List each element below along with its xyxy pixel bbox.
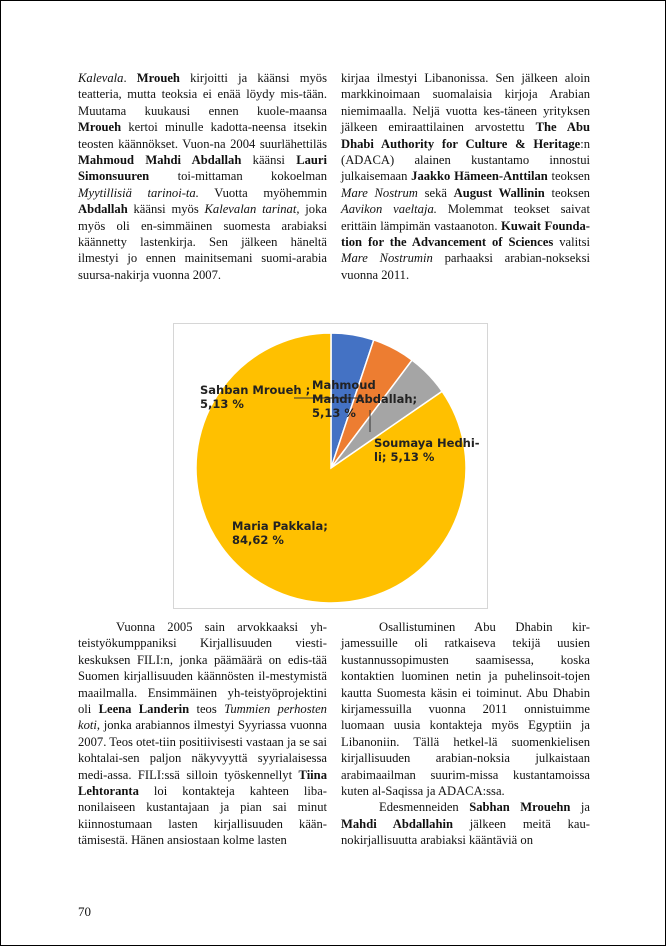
- data-label-0-line-2: 5,13 %: [312, 406, 356, 420]
- text-column-bottom-left: Vuonna 2005 sain arvokkaaksi yh-teistyökumppaniksi Kirjallisuuden viesti-keskuksen FILI:n, jonka päämäärä on edis-tää Suomen kirjallisuuden käännösten il-mestymistä maailmalla. Ensimmäinen yh-teistyöprojektini oli Leena Landerin teos Tummien perhosten koti, jonka arabiannos ilmestyi Syyriassa vuonna 2007. Teos otet-tiin positiivisesti vastaan ja se sai kohtalai-sen paljon näkyvyyttä syyrialaisessa medi-assa. FILI:ssä silloin työskennellyt Tiina Lehtoranta loi kontakteja kahteen liba-nonilaiseen kustantajaan ja pian sai minut kiinnostumaan lasten kirjallisuuden kään-tämisestä. Hänen ansiostaan kolme lasten: [78, 620, 327, 848]
- text-column-top-left: Kalevala. Mroueh kirjoitti ja käänsi myös teatteria, mutta teoksia ei enää löydy mis-tään. Muutama kuukausi ennen kuole-maansa Mroueh kertoi minulle kadotta-neensa itsekin teosten käännökset. Vuon-na 2004 suurlähettiläs Mahmoud Mahdi Abdallah käänsi Lauri Simonsuuren toi-mittaman kokoelman Myytillisiä tarinoi-ta. Vuotta myöhemmin Abdallah käänsi myös Kalevalan tarinat, joka myös oli en-simmäinen suomesta arabiaksi käännetty lastenkirja. Sen jälkeen häneltä ilmestyi jo ennen mainitsemani suomi-arabia suursa-nakirja vuonna 2007.: [78, 71, 327, 282]
- pie-chart-svg: [174, 324, 487, 608]
- data-label-1-line-1: 5,13 %: [200, 397, 244, 411]
- data-label-2-line-1: li; 5,13 %: [374, 450, 435, 464]
- text-column-top-right: kirjaa ilmestyi Libanonissa. Sen jälkeen aloin markkinoimaan suomalaisia kirjoja Arabian niemimaalla. Neljä vuotta kes-täneen yrityksen jälkeen emiraattilainen arvostettu The Abu Dhabi Authority for Culture & Heritage:n (ADACA) alainen kustantamo innostui julkaisemaan Jaakko Hämeen-Anttilan teoksen Mare Nostrum sekä August Wallinin teoksen Aavikon vaeltaja. Molemmat teokset saivat erittäin lämpimän vastaanoton. Kuwait Founda-tion for the Advancement of Sciences valitsi Mare Nostrumin parhaaksi arabian-nokseksi vuonna 2011.: [341, 71, 590, 282]
- data-label-2-line-0: Soumaya Hedhi-: [374, 436, 480, 450]
- text-column-bottom-right: Osallistuminen Abu Dhabin kir-jamessuille oli ratkaiseva tekijä uusien kustannussopimusten saamisessa, koska kontaktien luominen netin ja puhelinsoit-tojen kautta Suomesta käsin ei toiminut. Abu Dhabin kirjamessuilla vuonna 2011 onnistuimme luomaan uusia kontakteja myös Egyptiin ja Libanoniin. Tällä hetkel-lä suomenkielisen kirjallisuuden arabian-noksia julkaistaan arabimaailman suurim-missa kustantamoissa kuten al-Saqissa ja ADACA:ssa. Edesmenneiden Sabhan Mrouehn ja Mahdi Abdallahin jälkeen meitä kau-nokirjallisuutta arabiaksi kääntäviä on: [341, 620, 590, 848]
- data-label-0-line-1: Mahdi Abdallah;: [312, 392, 418, 406]
- pie-chart: [173, 323, 488, 609]
- data-label-3-line-1: 84,62 %: [232, 533, 284, 547]
- data-label-0-line-0: Mahmoud: [312, 378, 376, 392]
- data-label-3-line-0: Maria Pakkala;: [232, 519, 328, 533]
- page-number: 70: [78, 904, 91, 919]
- data-label-1-line-0: Sahban Mroueh ;: [200, 383, 311, 397]
